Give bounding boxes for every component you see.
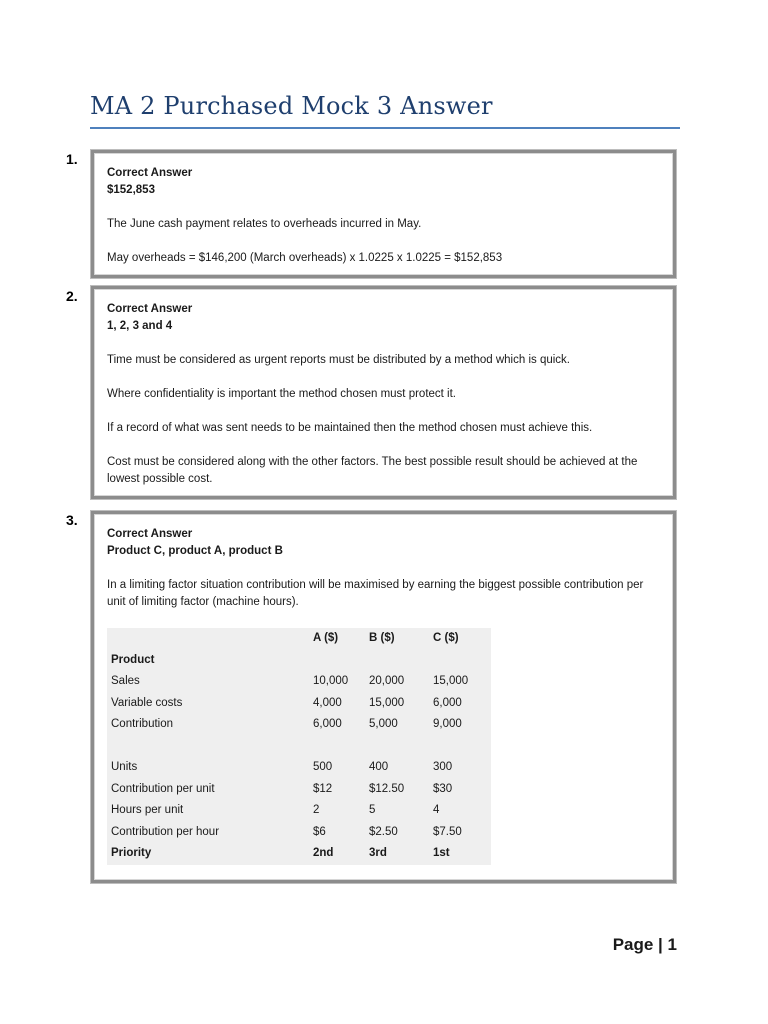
table-header-cell <box>107 628 309 650</box>
answer-label: Correct Answer <box>107 303 193 315</box>
table-cell: $30 <box>433 782 453 795</box>
answer-box-2 <box>91 286 676 499</box>
table-cell: Contribution per hour <box>111 825 220 838</box>
table-cell: 2nd <box>313 847 334 860</box>
table-cell: 2 <box>313 804 320 817</box>
question-number-3: 3. <box>66 512 78 528</box>
table-cell: 15,000 <box>369 696 405 709</box>
table-cell <box>107 736 309 758</box>
table-cell: 5 <box>369 804 376 817</box>
table-cell: 15,000 <box>433 675 469 688</box>
page-footer: Page | 1 <box>612 935 677 954</box>
table-cell: 9,000 <box>433 718 462 731</box>
explanation-paragraph: The June cash payment relates to overheads incurred in May. <box>107 218 422 230</box>
table-cell: 6,000 <box>433 696 462 709</box>
answer-label: Correct Answer <box>107 528 193 540</box>
page-title: MA 2 Purchased Mock 3 Answer <box>90 92 493 120</box>
question-number-2: 2. <box>66 288 78 304</box>
explanation-paragraph: May overheads = $146,200 (March overheads) x 1.0225 x 1.0225 = $152,853 <box>107 252 503 264</box>
table-cell <box>309 650 365 672</box>
table-cell: 5,000 <box>369 718 398 731</box>
explanation-paragraph: Cost must be considered along with the other factors. The best possible result should be achieved at the lowest possible cost. <box>107 456 638 485</box>
table-cell: Contribution per unit <box>111 782 215 795</box>
table-cell: 3rd <box>369 847 387 860</box>
table-row <box>107 736 491 758</box>
table-row <box>107 693 491 715</box>
table-cell: Priority <box>111 847 152 860</box>
table-cell: 10,000 <box>313 675 349 688</box>
table-header-cell: A ($) <box>313 632 339 645</box>
correct-answer: Product C, product A, product B <box>107 545 283 557</box>
table-row <box>107 822 491 844</box>
table-cell <box>429 736 491 758</box>
table-cell: Variable costs <box>111 696 183 709</box>
table-cell: Contribution <box>111 718 174 731</box>
table-cell: 400 <box>369 761 389 774</box>
table-cell: 6,000 <box>313 718 342 731</box>
correct-answer: 1, 2, 3 and 4 <box>107 320 173 332</box>
table-cell: 4 <box>433 804 440 817</box>
table-row <box>107 650 491 672</box>
question-number-1: 1. <box>66 151 78 167</box>
title-divider <box>90 127 680 129</box>
table-cell <box>309 736 365 758</box>
table-cell: 300 <box>433 761 453 774</box>
table-cell: 500 <box>313 761 333 774</box>
explanation-paragraph: Time must be considered as urgent reports must be distributed by a method which is quick. <box>107 354 570 366</box>
contribution-table <box>107 628 491 865</box>
answer-box-3 <box>91 511 676 883</box>
table-row <box>107 757 491 779</box>
table-cell: $12 <box>313 782 333 795</box>
table-cell: $6 <box>313 825 326 838</box>
table-header-row <box>107 628 491 650</box>
table-cell <box>429 650 491 672</box>
explanation-paragraph: Where confidentiality is important the method chosen must protect it. <box>107 388 456 400</box>
table-row <box>107 779 491 801</box>
table-cell: Hours per unit <box>111 804 184 817</box>
table-cell: Sales <box>111 675 140 688</box>
table-cell: $2.50 <box>369 825 398 838</box>
table-cell: 20,000 <box>369 675 405 688</box>
table-row <box>107 671 491 693</box>
answer-label: Correct Answer <box>107 167 193 179</box>
table-header-cell: B ($) <box>369 632 395 645</box>
table-cell: 4,000 <box>313 696 342 709</box>
table-row <box>107 843 491 865</box>
table-cell <box>365 736 429 758</box>
answer-box-1 <box>91 150 676 278</box>
table-cell: Product <box>111 653 155 666</box>
correct-answer: $152,853 <box>107 184 155 196</box>
explanation-paragraph: If a record of what was sent needs to be maintained then the method chosen must achieve this. <box>107 422 593 434</box>
table-header-cell: C ($) <box>433 632 459 645</box>
table-row <box>107 714 491 736</box>
table-cell: 1st <box>433 847 450 860</box>
table-cell: $7.50 <box>433 825 462 838</box>
table-cell: $12.50 <box>369 782 405 795</box>
table-row <box>107 800 491 822</box>
table-cell <box>365 650 429 672</box>
table-cell: Units <box>111 761 138 774</box>
explanation-paragraph: In a limiting factor situation contribution will be maximised by earning the biggest possible contribution per unit of limiting factor (machine hours). <box>107 579 644 608</box>
